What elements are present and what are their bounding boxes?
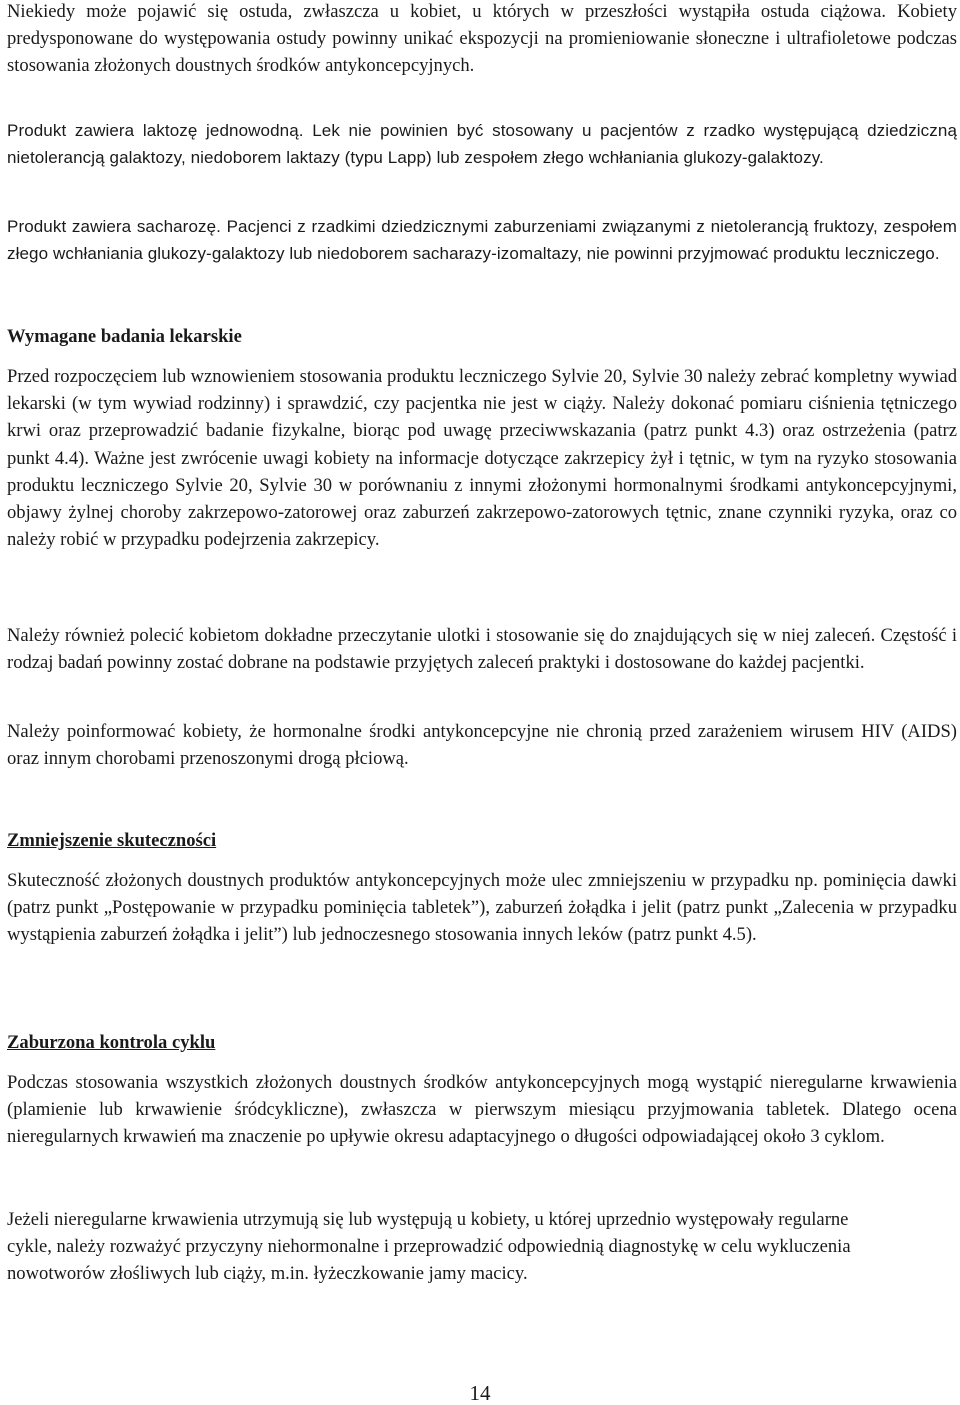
paragraph-badania-1: Przed rozpoczęciem lub wznowieniem stosowania produktu leczniczego Sylvie 20, Sylvie 30 należy zebrać kompletny wywiad lekarski (w tym wywiad rodzinny) i sprawdzić, czy pacjentka nie jest w ciąży. Należy dokonać pomiaru ciśnienia tętniczego krwi oraz przeprowadzić badanie fizykalne, biorąc pod uwagę przeciwwskazania (patrz punkt 4.3) oraz ostrzeżenia (patrz punkt 4.4). Ważne jest zwrócenie uwagi kobiety na informacje dotyczące zakrzepicy żył i tętnic, w tym na ryzyko stosowania produktu leczniczego Sylvie 20, Sylvie 30 w porównaniu z innymi złożonymi hormonalnymi środkami antykoncepcyjnymi, objawy żylnej choroby zakrzepowo-zatorowej oraz zaburzeń zakrzepowo-zatorowych tętnic, znane czynniki ryzyka, oraz co należy robić w przypadku podejrzenia zakrzepicy. xyxy=(7,366,957,551)
paragraph-ostuda: Niekiedy może pojawić się ostuda, zwłaszcza u kobiet, u których w przeszłości wystąpiła ostuda ciążowa. Kobiety predysponowane do występowania ostudy powinny unikać ekspozycji na promieniowanie słoneczne i ultrafioletowe podczas stosowania złożonych doustnych środków antykoncepcyjnych. xyxy=(7,1,957,77)
section-heading-cykl: Zaburzona kontrola cyklu xyxy=(7,1032,216,1053)
section-heading-skutecznosc: Zmniejszenie skuteczności xyxy=(7,830,217,851)
paragraph-badania-2: Należy również polecić kobietom dokładne przeczytanie ulotki i stosowanie się do znajdujących się w niej zaleceń. Częstość i rodzaj badań powinny zostać dobrane na podstawie przyjętych zaleceń praktyki i dostosowane do każdej pacjentki. xyxy=(7,625,957,674)
paragraph-cykl-2: Jeżeli nieregularne krwawienia utrzymują się lub występują u kobiety, u której uprzednio występowały regularne cykle, należy rozważyć przyczyny niehormonalne i przeprowadzić odpowiednią diagnostykę w celu wykluczenia nowotworów złośliwych lub ciąży, m.in. łyżeczkowanie jamy macicy. xyxy=(7,1209,851,1285)
paragraph-laktoza: Produkt zawiera laktozę jednowodną. Lek nie powinien być stosowany u pacjentów z rzadko występującą dziedziczną nietolerancją galaktozy, niedoborem laktazy (typu Lapp) lub zespołem złego wchłaniania glukozy-galaktozy. xyxy=(7,121,957,168)
paragraph-skutecznosc: Skuteczność złożonych doustnych produktów antykoncepcyjnych może ulec zmniejszeniu w przypadku np. pominięcia dawki (patrz punkt „Postępowanie w przypadku pominięcia tabletek”), zaburzeń żołądka i jelit (patrz punkt „Zalecenia w przypadku wystąpienia zaburzeń żołądka i jelit”) lub jednoczesnego stosowania innych leków (patrz punkt 4.5). xyxy=(7,870,957,946)
paragraph-sacharoza: Produkt zawiera sacharozę. Pacjenci z rzadkimi dziedzicznymi zaburzeniami związanymi z nietolerancją fruktozy, zespołem złego wchłaniania glukozy-galaktozy lub niedoborem sacharazy-izomaltazy, nie powinni przyjmować produktu leczniczego. xyxy=(7,217,957,264)
paragraph-badania-3: Należy poinformować kobiety, że hormonalne środki antykoncepcyjne nie chronią przed zarażeniem wirusem HIV (AIDS) oraz innym chorobami przenoszonymi drogą płciową. xyxy=(7,721,957,770)
paragraph-cykl-1: Podczas stosowania wszystkich złożonych doustnych środków antykoncepcyjnych mogą wystąpić nieregularne krwawienia (plamienie lub krwawienie śródcykliczne), zwłaszcza w pierwszym miesiącu przyjmowania tabletek. Dlatego ocena nieregularnych krwawień ma znaczenie po upływie okresu adaptacyjnego o długości odpowiadającej około 3 cyklom. xyxy=(7,1072,957,1148)
section-heading-badania: Wymagane badania lekarskie xyxy=(7,326,242,347)
page-number: 14 xyxy=(469,1381,491,1405)
